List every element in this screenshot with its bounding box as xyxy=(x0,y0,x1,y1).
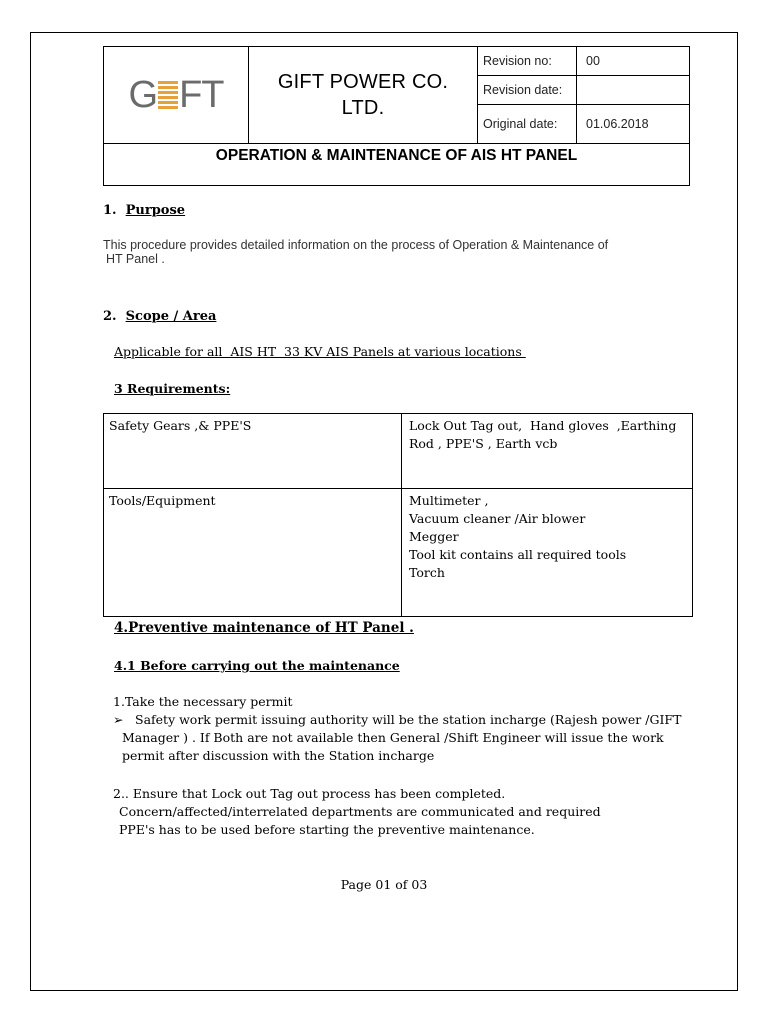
meta-value xyxy=(577,76,689,104)
requirement-label: Safety Gears ,& PPE'S xyxy=(104,414,402,488)
logo-letter-t: T xyxy=(201,73,224,116)
step-line: 2.. Ensure that Lock out Tag out process has been completed. xyxy=(113,786,506,801)
requirement-label: Tools/Equipment xyxy=(104,489,402,616)
body-line: This procedure provides detailed information on the process of Operation & Maintenance of xyxy=(103,238,609,252)
document-header-table xyxy=(103,46,690,186)
scope-text: Applicable for all AIS HT 33 KV AIS Panels at various locations xyxy=(114,344,526,359)
section-2-heading xyxy=(103,309,216,324)
title-row xyxy=(104,143,689,185)
gift-logo xyxy=(129,74,224,117)
requirement-items xyxy=(402,414,692,488)
requirement-item: Tool kit contains all required tools xyxy=(409,547,627,562)
lockout-step xyxy=(113,785,703,839)
arrow-bullet-icon: ➢ xyxy=(113,712,124,727)
meta-row-revision-date xyxy=(478,76,689,105)
document-title: OPERATION & MAINTENANCE OF AIS HT PANEL xyxy=(215,147,578,164)
bullet-line: permit after discussion with the Station incharge xyxy=(122,748,435,763)
requirement-item: Multimeter , xyxy=(409,493,489,508)
table-row xyxy=(104,489,692,616)
requirement-item: Megger xyxy=(409,529,459,544)
requirement-item: Torch xyxy=(409,565,445,580)
section-title: Scope / Area xyxy=(125,309,217,324)
section-4-heading: 4.Preventive maintenance of HT Panel . xyxy=(114,620,414,636)
section-title: Purpose xyxy=(125,203,186,218)
body-line: HT Panel . xyxy=(106,252,165,266)
permit-bullet xyxy=(113,711,703,729)
section-1-heading xyxy=(103,203,185,218)
company-name: GIFT POWER CO. LTD. xyxy=(277,71,449,119)
logo-letter-g: G xyxy=(128,73,158,116)
bullet-line: Manager ) . If Both are not available then General /Shift Engineer will issue the work xyxy=(122,730,664,745)
section-1-body xyxy=(103,238,693,266)
meta-label: Revision date: xyxy=(478,76,577,104)
requirement-item: Rod , PPE'S , Earth vcb xyxy=(409,436,558,451)
table-row xyxy=(104,414,692,489)
requirement-item: Vacuum cleaner /Air blower xyxy=(409,511,586,526)
permit-step xyxy=(113,693,703,765)
logo-cell xyxy=(104,47,249,143)
section-4-1-heading: 4.1 Before carrying out the maintenance xyxy=(114,658,400,673)
section-number: 2. xyxy=(103,309,117,324)
requirement-item: Lock Out Tag out, Hand gloves ,Earthing xyxy=(409,418,677,433)
requirements-heading: 3 Requirements: xyxy=(114,381,231,396)
company-cell xyxy=(249,47,478,143)
step-title: 1.Take the necessary permit xyxy=(113,694,293,709)
step-line: PPE's has to be used before starting the preventive maintenance. xyxy=(119,822,535,837)
page-number: Page 01 of 03 xyxy=(340,877,428,892)
requirements-table xyxy=(103,413,693,617)
meta-row-revision-no xyxy=(478,47,689,76)
section-number: 1. xyxy=(103,203,117,218)
bullet-line: Safety work permit issuing authority will be the station incharge (Rajesh power /GIFT xyxy=(135,712,682,727)
meta-value: 00 xyxy=(586,54,600,68)
logo-letter-f: F xyxy=(179,73,202,116)
logo-bars-icon xyxy=(158,81,178,109)
meta-label: Revision no: xyxy=(478,47,577,75)
requirement-items xyxy=(402,489,692,616)
meta-value: 01.06.2018 xyxy=(586,117,649,131)
meta-label: Original date: xyxy=(478,105,577,143)
step-line: Concern/affected/interrelated departments are communicated and required xyxy=(119,804,601,819)
meta-row-original-date xyxy=(478,105,689,143)
